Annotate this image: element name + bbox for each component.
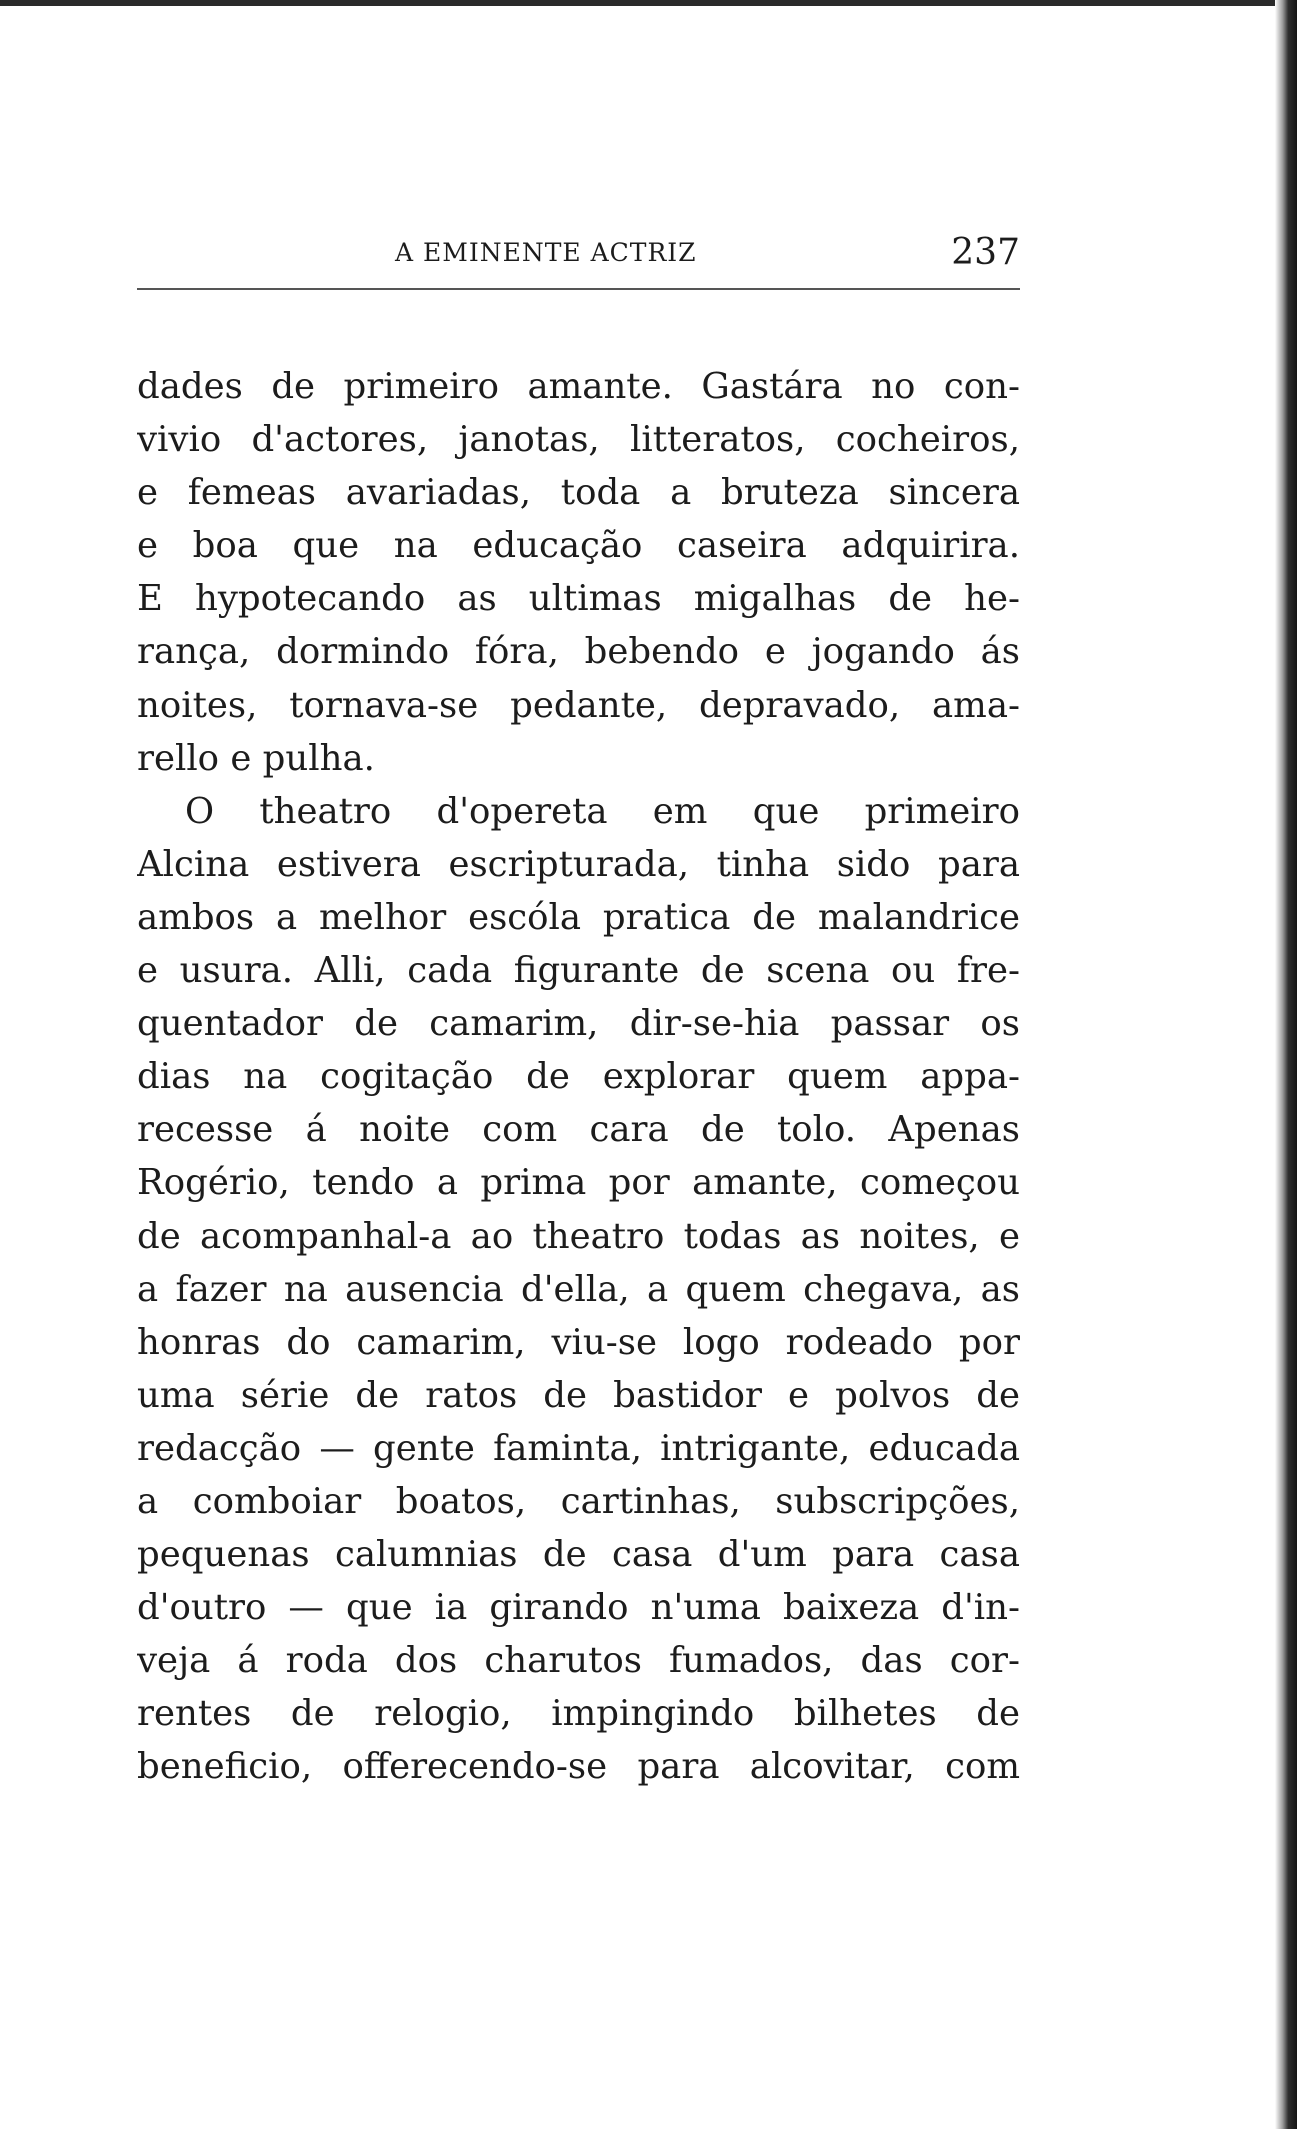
page-binding-edge bbox=[1275, 0, 1297, 2129]
text-line: recesse á noite com cara de tolo. Apenas bbox=[137, 1109, 1020, 1151]
text-line: rentes de relogio, impingindo bilhetes de bbox=[137, 1693, 1020, 1735]
text-line: Alcina estivera escripturada, tinha sido para bbox=[137, 843, 1020, 885]
text-line: dias na cogitação de explorar quem appa- bbox=[137, 1056, 1020, 1098]
text-line: O theatro d'opereta em que primeiro bbox=[185, 790, 1020, 832]
text-line: rança, dormindo fóra, bebendo e jogando ás bbox=[137, 631, 1020, 673]
body-text bbox=[137, 360, 1020, 1794]
text-line: pequenas calumnias de casa d'um para casa bbox=[137, 1534, 1020, 1576]
text-line: a comboiar boatos, cartinhas, subscripções, bbox=[137, 1480, 1020, 1522]
text-line: noites, tornava-se pedante, depravado, ama- bbox=[137, 684, 1020, 726]
text-line: beneficio, offerecendo-se para alcovitar, com bbox=[137, 1746, 1020, 1788]
text-line: e femeas avariadas, toda a bruteza sincera bbox=[137, 472, 1020, 514]
text-line: quentador de camarim, dir-se-hia passar os bbox=[137, 1003, 1020, 1045]
text-line: a fazer na ausencia d'ella, a quem chegava, as bbox=[137, 1268, 1020, 1310]
text-line: Rogério, tendo a prima por amante, começou bbox=[137, 1162, 1020, 1204]
text-line: E hypotecando as ultimas migalhas de he- bbox=[137, 578, 1020, 620]
text-line: e boa que na educação caseira adquirira. bbox=[137, 525, 1020, 567]
header-rule bbox=[137, 288, 1020, 290]
text-line: d'outro — que ia girando n'uma baixeza d'in- bbox=[137, 1587, 1020, 1629]
text-line: rello e pulha. bbox=[137, 737, 375, 779]
text-line: dades de primeiro amante. Gastára no con- bbox=[137, 366, 1020, 407]
text-line: e usura. Alli, cada figurante de scena ou fre- bbox=[137, 950, 1020, 992]
text-line: veja á roda dos charutos fumados, das cor- bbox=[137, 1640, 1020, 1682]
text-line: redacção — gente faminta, intrigante, educada bbox=[137, 1427, 1020, 1469]
page-number: 237 bbox=[951, 232, 1020, 273]
text-line: ambos a melhor escóla pratica de malandrice bbox=[137, 896, 1020, 938]
page-header bbox=[137, 232, 1020, 284]
text-line: honras do camarim, viu-se logo rodeado por bbox=[137, 1321, 1020, 1363]
top-edge-rule bbox=[0, 0, 1297, 6]
running-title: A EMINENTE ACTRIZ bbox=[395, 238, 697, 267]
text-line: vivio d'actores, janotas, litteratos, cocheiros, bbox=[137, 419, 1020, 461]
text-line: uma série de ratos de bastidor e polvos de bbox=[137, 1374, 1020, 1416]
text-line: de acompanhal-a ao theatro todas as noites, e bbox=[137, 1215, 1020, 1257]
